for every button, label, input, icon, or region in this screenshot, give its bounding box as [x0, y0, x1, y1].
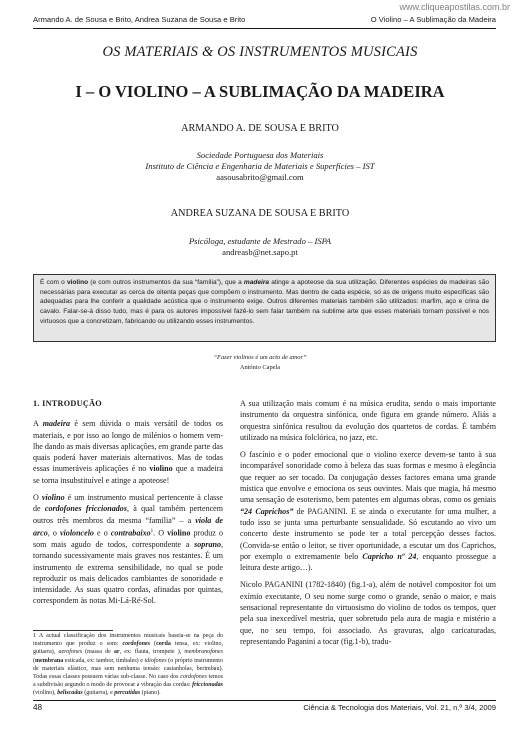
author-1-society: Sociedade Portuguesa dos Materiais	[196, 150, 324, 160]
article-title: I – O VIOLINO – A SUBLIMAÇÃO DA MADEIRA	[75, 82, 445, 101]
epigraph-quote: “Fazer violinos é um acto de amor”	[213, 354, 307, 361]
footnote-divider	[33, 630, 113, 631]
paragraph: Nicolo PAGANINI (1782-1840) (fig.1-a), além de notável compositor foi um exímio executante, O seu nome surge como o grande, senão o maior, e mais sensacional representante do virtuosismo do violino de todos os tempos, quer pela sua inexcedível mestria, quer sobretudo pela aura de magia e mistério a que, no seu tempo, foi associado. As gravuras, algo caricaturadas, representando Paganini a tocar (fig.1-b), tradu-	[240, 580, 496, 646]
author-1-name: ARMANDO A. DE SOUSA E BRITO	[181, 123, 339, 134]
abstract-text: (e com outros instrumentos da sua “família”), que a	[88, 279, 244, 286]
section-title: OS MATERIAIS & OS INSTRUMENTOS MUSICAIS	[102, 44, 418, 60]
author-2-email: andreasb@net.sapo.pt	[222, 247, 298, 258]
abstract-emphasis: violino	[66, 279, 89, 286]
abstract-text: atinge a apoteose da sua utilização. Diferentes espécies de madeiras são necessárias para executar as cerca de oitenta peças que compõem o instrumento. Mas dentro de cada espécie, só as de origens muito específicas são adequadas para lhe conferir a qualidade acústica que o instrumento exige. Outros diferentes materiais também são utilizados: marfim, aço e crina de cavalo. Falar-se-á disso tudo, mas é para os autores impossível fazê-lo sem falar também na sublime arte que esses materiais tornam possível e nos virtuosos que a concretizam, fabricando ou utilizando esses instrumentos.	[40, 279, 489, 325]
abstract-text: É com o	[40, 279, 67, 286]
right-column	[240, 398, 496, 653]
footnote: 1 A actual classificação dos instrumentos musicais baseia-se na peça do instrumento que produz o som: cordofones (corda tensa, ex: violino, guitarra), aerofones (massa de ar, ex: flauta, trompete ), membranofones (membrana esticada, ex: tambor, tímbales) e idiofones (o próprio instrumento de materiais elástico, mas sem nenhuma tensão: castanholas, berimbau). Todas essas classes possuem várias sub-classe. No caso dos cordofones temos a subdivisão segundo o modo de provocar a vibração das cordas: friccionadas (violino), beliscadas (guitarra), e percutidas (piano).	[33, 633, 224, 697]
paragraph: O violino é um instrumento musical pertencente à classe de cordofones friccionados, à qual também pertencem outros três membros da mesma “família” – a viola de arco, o violoncelo e o contrabaixo$^1$. O violino produz o som mais agudo de todos, correspondente a soprano, tornando sucessivamente mais graves nos restantes. É um instrumento de extrema sensibilidade, no qual se pode reproduzir os mais delicados cambiantes de sonoridade e intensidade. As suas quatro cordas, afinadas por quintas, correspondem às notas Mi-Lá-Ré-Sol.	[33, 493, 223, 606]
author-2-role: Psicóloga, estudante de Mestrado – ISPA	[188, 236, 332, 246]
header-authors: Armando A. de Sousa e Brito, Andrea Suzana de Sousa e Brito	[33, 15, 246, 24]
paragraph: A madeira é sem dúvida o mais versátil de todos os materiais, e por isso ao longo de milénios o homem vem-lhe dando as mais diversas aplicações, em grande parte das quais poderá haver materiais alternativos. Mas de todas essas inumeráveis aplicações é no violino que a madeira se torna insubstituível e atinge a apoteose!	[33, 419, 223, 485]
author-2-name: ANDREA SUZANA DE SOUSA E BRITO	[170, 208, 350, 219]
epigraph-attribution: António Capela	[239, 364, 281, 371]
paragraph: A sua utilização mais comum é na música erudita, sendo o mais importante instrumento da orquestra sinfónica, onde figura em grande número. Aliás a orquestra sinfónica resultou da evolução dos quartetos de cordas. É também utilizado na música folclórica, no jazz, etc.	[240, 399, 496, 442]
watermark-url: www.cliqueapostilas.com.br	[399, 2, 510, 12]
author-1-email: aasousabrito@gmail.com	[216, 172, 304, 183]
footnote-ref[interactable]: 1	[150, 528, 154, 534]
footer-divider	[33, 700, 496, 701]
author-1-affiliation	[0, 150, 520, 184]
author-2-affiliation	[0, 236, 520, 258]
page-number: 48	[33, 703, 43, 712]
abstract-box	[33, 274, 496, 342]
epigraph	[0, 353, 520, 373]
section-heading: 1. INTRODUÇÃO	[33, 399, 102, 408]
left-column	[33, 398, 223, 613]
header-running-title: O Violino – A Sublimação da Madeira	[370, 15, 496, 24]
author-1-institute: Instituto de Ciência e Engenharia de Materiais e Superfícies – IST	[145, 161, 375, 172]
journal-citation: Ciência & Tecnologia dos Materiais, Vol. 21, n.º 3/4, 2009	[303, 703, 496, 712]
running-header	[33, 15, 496, 29]
paragraph: O fascínio e o poder emocional que o violino exerce devem-se tanto à sua incomparável sonoridade como à beleza das suas formas e mesmo à elegância que requer ao ser tocado. Da conjugação desses factores emana uma grande mística que envolve e emociona os seus ouvintes. Mais que magia, há mesmo uma sensação de esoterismo, bem patentes em algumas obras, como os geniais “24 Caprichos” de PAGANINI. E se ainda o executante for uma mulher, a tudo isso se junta uma perturbante sensualidade. Só escutando ao vivo um concerto deste instrumento se pode ter a total percepção desses factos. (Convida-se então o leitor, se tiver oportunidade, a escutar um dos Caprichos, por exemplo o extremamente belo Capricho nº 24, enquanto prossegue a leitura deste artigo…).	[240, 450, 496, 573]
header-divider	[33, 28, 496, 29]
abstract-emphasis: madeira	[243, 279, 270, 286]
